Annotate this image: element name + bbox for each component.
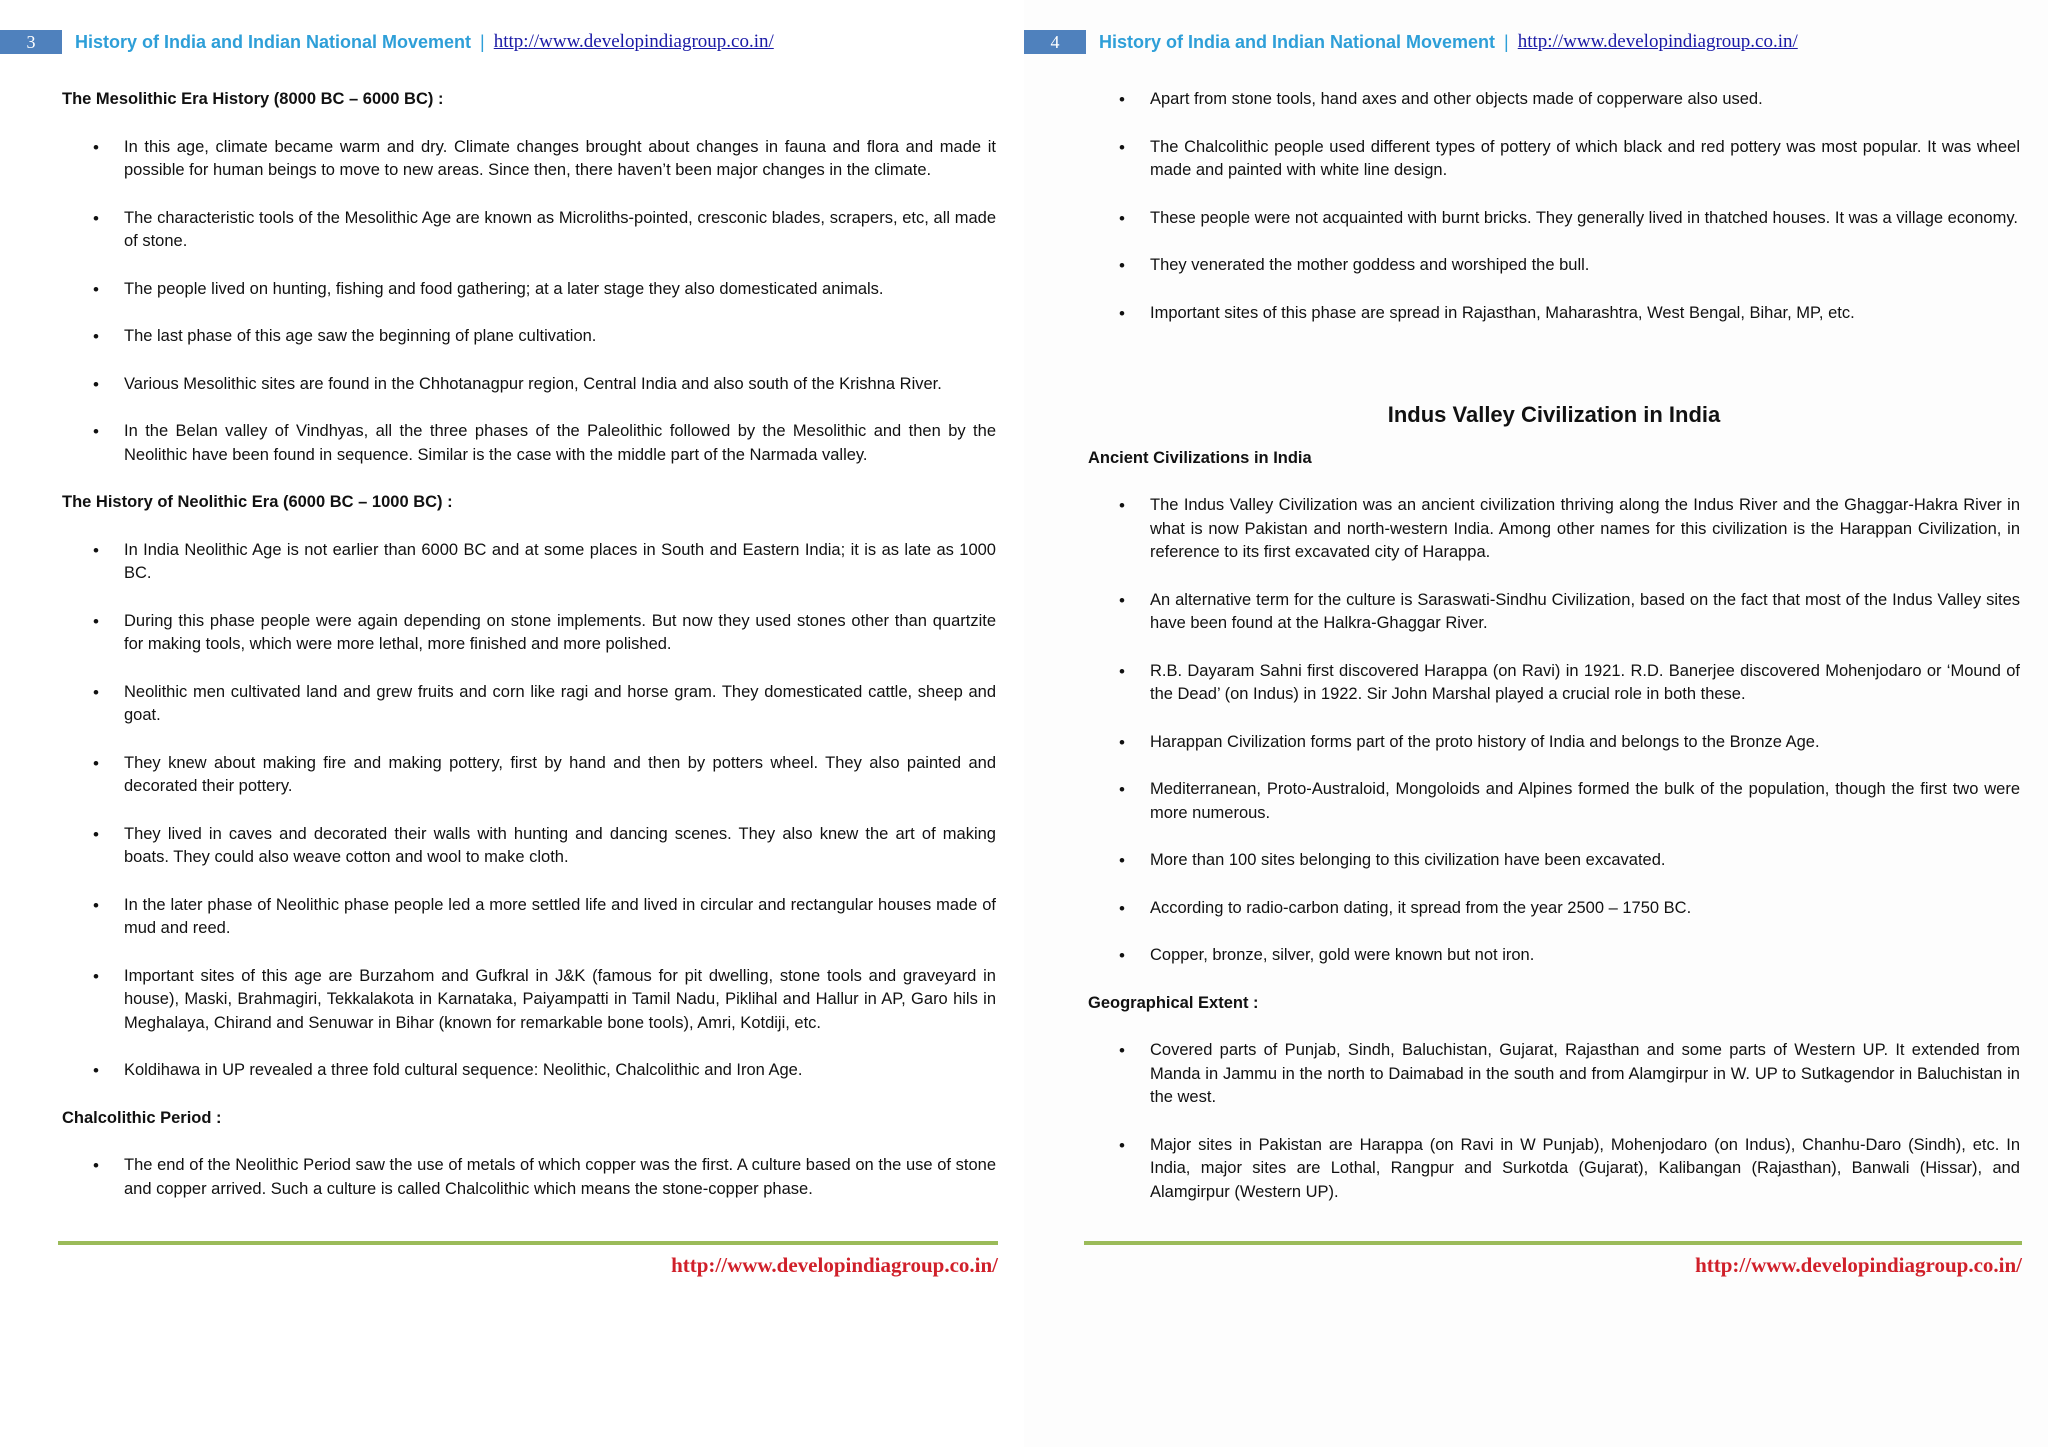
bullet-text: • They lived in caves and decorated their walls with hunting and dancing scenes. They also knew the art of making boats. They could also weave cotton and wool to make cloth.	[124, 824, 996, 866]
list-item	[1088, 589, 2020, 636]
bullet-text: • Various Mesolithic sites are found in the Chhotanagpur region, Central India and also south of the Krishna River.	[124, 374, 942, 393]
list-item	[62, 823, 996, 870]
bullet-text: • An alternative term for the culture is Saraswati-Sindhu Civilization, based on the fact that most of the Indus Valley sites have been found at the Halkra-Ghaggar River.	[1150, 590, 2020, 632]
list-item	[62, 1059, 996, 1083]
header-separator: |	[480, 31, 485, 52]
bullet-list	[1088, 1039, 2020, 1204]
section-heading: Geographical Extent :	[1088, 993, 1259, 1012]
bullet-text: • The Chalcolithic people used different types of pottery of which black and red pottery was most popular. It was wheel made and painted with white line design.	[1150, 137, 2020, 179]
right-page	[1024, 0, 2048, 1447]
bullet-text: • The end of the Neolithic Period saw the use of metals of which copper was the first. A culture based on the use of stone and copper arrived. Such a culture is called Chalcolithic which means the stone-copper phase.	[124, 1156, 996, 1198]
bullet-text: • Harappan Civilization forms part of the proto history of India and belongs to the Bronze Age.	[1150, 732, 1820, 751]
section-heading: Chalcolithic Period :	[62, 1108, 222, 1127]
bullet-text: • Apart from stone tools, hand axes and other objects made of copperware also used.	[1150, 90, 1763, 108]
list-item	[62, 681, 996, 728]
bullet-list	[62, 136, 996, 468]
bullet-list	[1088, 494, 2020, 968]
header-title: History of India and Indian National Movement	[1099, 31, 1496, 52]
page-header	[0, 30, 1000, 54]
bullet-text: • These people were not acquainted with burnt bricks. They generally lived in thatched houses. It was a village economy.	[1150, 208, 2018, 227]
list-item	[62, 420, 996, 467]
bullet-text: • They venerated the mother goddess and worshiped the bull.	[1150, 256, 1590, 274]
header-link[interactable]: http://www.developindiagroup.co.in/	[1517, 31, 1798, 52]
list-item	[1088, 302, 2020, 326]
list-item	[1088, 136, 2020, 183]
list-item	[62, 278, 996, 302]
footer-divider	[1084, 1241, 2022, 1245]
list-item	[62, 539, 996, 586]
header-separator: |	[1504, 31, 1509, 52]
bullet-text: • More than 100 sites belonging to this civilization have been excavated.	[1150, 851, 1666, 869]
footer-divider	[58, 1241, 998, 1245]
bullet-text: • In this age, climate became warm and dry. Climate changes brought about changes in fauna and flora and made it possible for human beings to move to new areas. Since then, there haven’t been major changes in the climate.	[124, 137, 996, 179]
header-link[interactable]: http://www.developindiagroup.co.in/	[493, 31, 774, 52]
list-item	[1088, 944, 2020, 968]
list-item	[62, 894, 996, 941]
list-item	[1088, 254, 2020, 278]
header-title: History of India and Indian National Movement	[75, 31, 472, 52]
footer-link[interactable]: http://www.developindiagroup.co.in/	[671, 1253, 998, 1277]
page-content	[1088, 88, 2020, 1228]
section-heading: The History of Neolithic Era (6000 BC – 1000 BC) :	[62, 493, 453, 511]
page-number: 4	[1024, 30, 1086, 54]
bullet-text: • R.B. Dayaram Sahni first discovered Harappa (on Ravi) in 1921. R.D. Banerjee discovered Mohenjodaro or ‘Mound of the Dead’ (on Indus) in 1922. Sir John Marshal played a crucial role in both these.	[1150, 661, 2020, 703]
list-item	[62, 136, 996, 183]
list-item	[62, 965, 996, 1036]
bullet-text: • In the Belan valley of Vindhyas, all the three phases of the Paleolithic followed by the Mesolithic and then by the Neolithic have been found in sequence. Similar is the case with the middle part of the Narmada valley.	[124, 422, 996, 464]
bullet-text: • The characteristic tools of the Mesolithic Age are known as Microliths-pointed, cresconic blades, scrapers, etc, all made of stone.	[124, 208, 996, 250]
bullet-text: • Major sites in Pakistan are Harappa (on Ravi in W Punjab), Mohenjodaro (on Indus), Chanhu-Daro (Sindh), etc. In India, major sites are Lothal, Rangpur and Surkotda (Gujarat), Kalibangan (Rajasthan), Banwali (Hissar), and Alamgirpur (Western UP).	[1150, 1135, 2020, 1201]
bullet-text: • The people lived on hunting, fishing and food gathering; at a later stage they also domesticated animals.	[124, 279, 884, 298]
list-item	[1088, 778, 2020, 825]
bullet-text: • In India Neolithic Age is not earlier than 6000 BC and at some places in South and Eastern India; it is as late as 1000 BC.	[124, 540, 996, 582]
list-item	[1088, 494, 2020, 565]
list-item	[1088, 1134, 2020, 1205]
bullet-text: • Copper, bronze, silver, gold were known but not iron.	[1150, 946, 1535, 964]
page-header	[1024, 30, 2024, 54]
section-heading: The Mesolithic Era History (8000 BC – 6000 BC) :	[62, 90, 444, 108]
bullet-text: • Covered parts of Punjab, Sindh, Baluchistan, Gujarat, Rajasthan and some parts of Western UP. It extended from Manda in Jammu in the north to Daimabad in the south and from Alamgirpur in W. UP to Sutkagendor in Baluchistan in the west.	[1150, 1041, 2020, 1106]
list-item	[1088, 660, 2020, 707]
bullet-text: • The last phase of this age saw the beginning of plane cultivation.	[124, 327, 597, 345]
list-item	[62, 325, 996, 349]
bullet-list	[1088, 88, 2020, 325]
list-item	[1088, 731, 2020, 755]
list-item	[62, 373, 996, 397]
bullet-text: • In the later phase of Neolithic phase people led a more settled life and lived in circular and rectangular houses made of mud and reed.	[124, 895, 996, 937]
bullet-text: • Important sites of this phase are spread in Rajasthan, Maharashtra, West Bengal, Bihar, MP, etc.	[1150, 303, 1855, 322]
main-heading: Indus Valley Civilization in India	[1387, 402, 1721, 427]
list-item	[1088, 897, 2020, 921]
list-item	[62, 1154, 996, 1201]
list-item	[1088, 849, 2020, 873]
bullet-text: • Mediterranean, Proto-Australoid, Mongoloids and Alpines formed the bulk of the population, though the first two were more numerous.	[1150, 780, 2020, 822]
page-number: 3	[0, 30, 62, 54]
bullet-text: • The Indus Valley Civilization was an ancient civilization thriving along the Indus River and the Ghaggar-Hakra River in what is now Pakistan and north-western India. Among other names for this civilization is the Harappan Civilization, in reference to its first excavated city of Harappa.	[1150, 496, 2020, 561]
bullet-text: • During this phase people were again depending on stone implements. But now they used stones other than quartzite for making tools, which were more lethal, more finished and more polished.	[124, 611, 996, 653]
page-content	[62, 88, 996, 1225]
list-item	[62, 207, 996, 254]
bullet-text: • They knew about making fire and making pottery, first by hand and then by potters wheel. They also painted and decorated their pottery.	[124, 753, 996, 795]
list-item	[62, 752, 996, 799]
bullet-text: • Koldihawa in UP revealed a three fold cultural sequence: Neolithic, Chalcolithic and Iron Age.	[124, 1061, 803, 1079]
list-item	[62, 610, 996, 657]
bullet-list	[62, 539, 996, 1083]
list-item	[1088, 88, 2020, 112]
footer-link[interactable]: http://www.developindiagroup.co.in/	[1695, 1253, 2022, 1277]
bullet-text: • Neolithic men cultivated land and grew fruits and corn like ragi and horse gram. They domesticated cattle, sheep and goat.	[124, 682, 996, 724]
section-heading: Ancient Civilizations in India	[1088, 448, 1312, 467]
bullet-text: • According to radio-carbon dating, it spread from the year 2500 – 1750 BC.	[1150, 898, 1692, 917]
bullet-list	[62, 1154, 996, 1201]
list-item	[1088, 1039, 2020, 1110]
bullet-text: • Important sites of this age are Burzahom and Gufkral in J&K (famous for pit dwelling, stone tools and graveyard in house), Maski, Brahmagiri, Tekkalakota in Karnataka, Paiyampatti in Tamil Nadu, Piklihal and Hallur in AP, Garo hils in Meghalaya, Chirand and Senuwar in Bihar (known for remarkable bone tools), Amri, Kotdiji, etc.	[124, 966, 996, 1032]
list-item	[1088, 207, 2020, 231]
